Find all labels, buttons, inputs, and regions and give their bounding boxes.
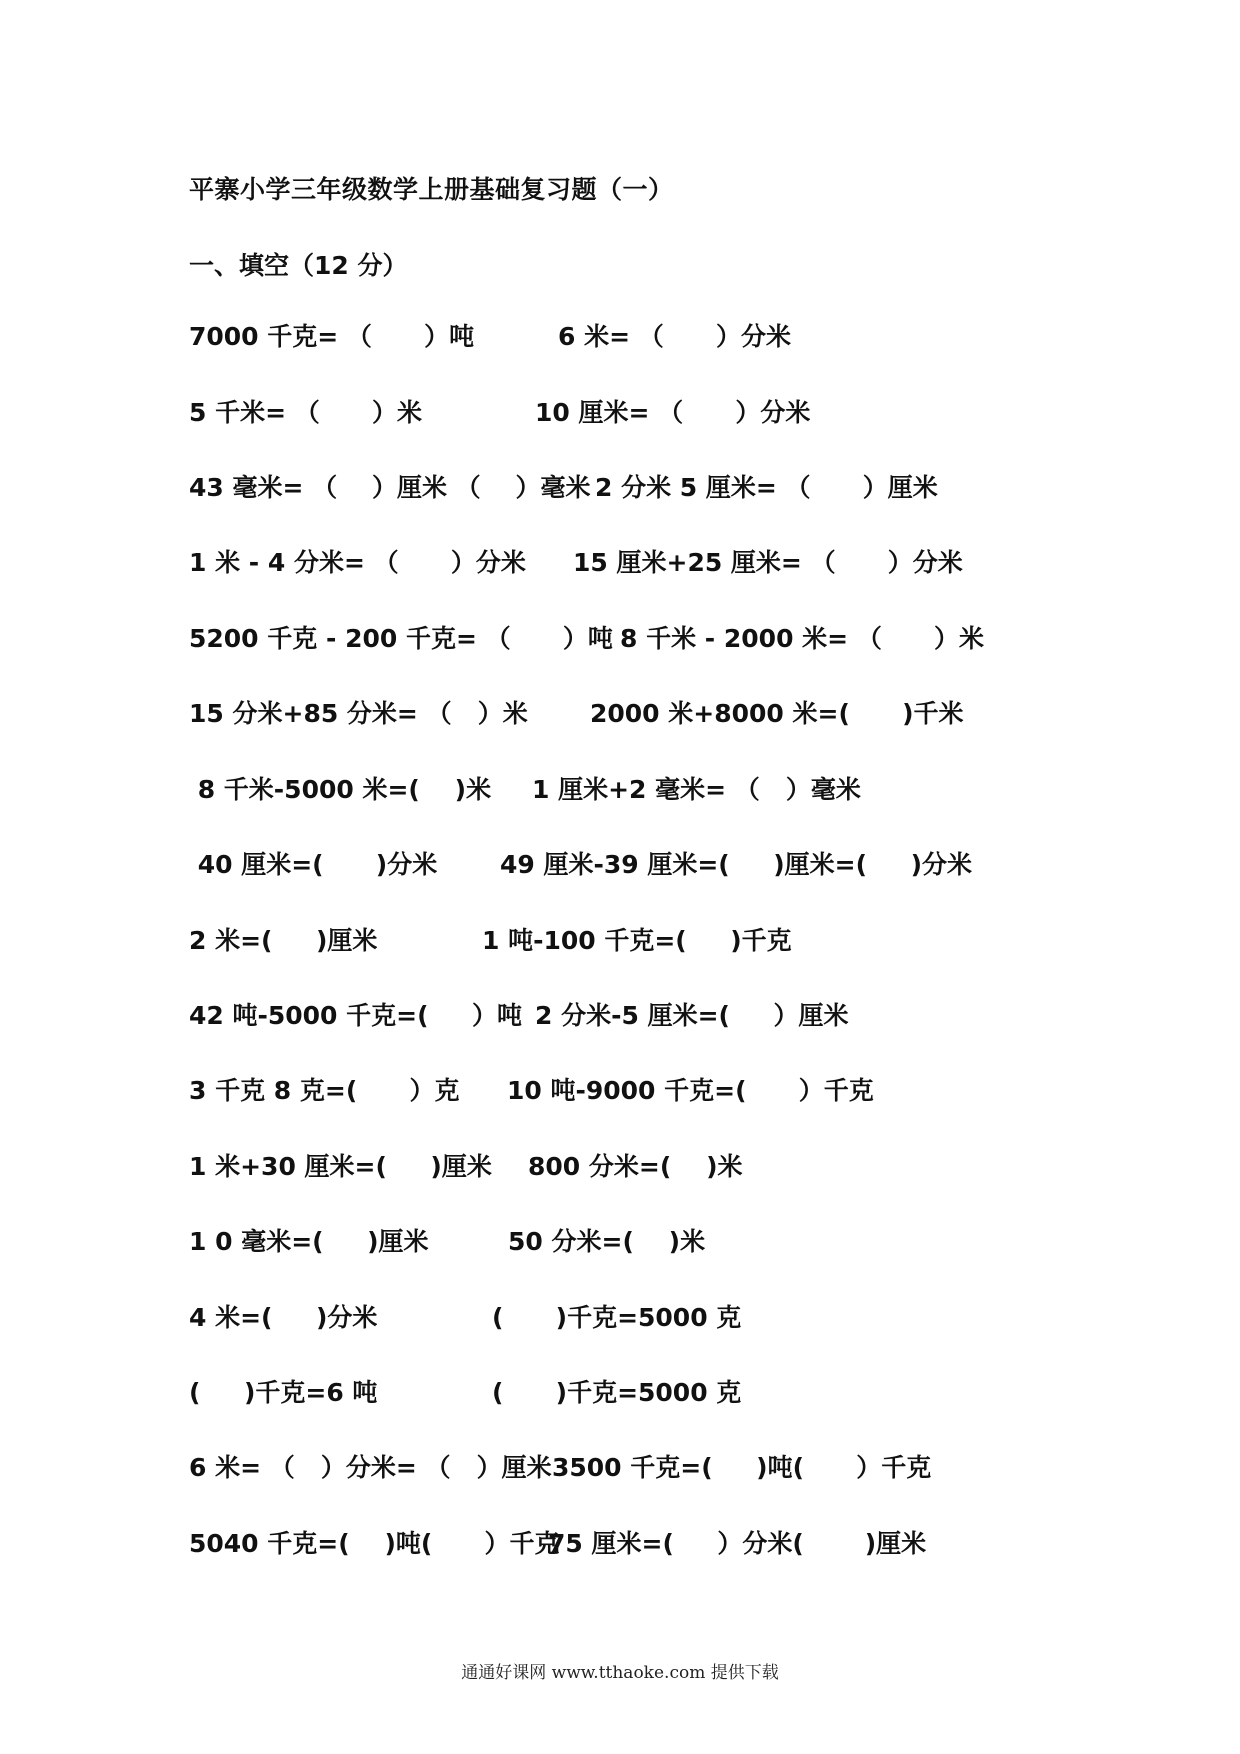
exercise-row	[0, 924, 1240, 958]
exercise-right: ( )千克=5000 克	[492, 1378, 742, 1407]
exercise-row	[0, 1527, 1240, 1561]
exercise-left: 1 米+30 厘米=( )厘米	[189, 1152, 492, 1181]
exercise-left: 15 分米+85 分米= （ ）米	[189, 699, 528, 728]
exercise-right: 50 分米=( )米	[508, 1227, 706, 1256]
exercise-right: 49 厘米-39 厘米=( )厘米=( )分米	[500, 850, 972, 879]
exercise-left: 5040 千克=( )吨( ）千克	[189, 1529, 560, 1558]
exercise-right: 1 厘米+2 毫米= （ ）毫米	[532, 775, 861, 804]
exercise-row	[0, 773, 1240, 807]
exercise-row	[0, 1376, 1240, 1410]
exercise-right: ( )千克=5000 克	[492, 1303, 742, 1332]
exercise-right: 10 厘米= （ ）分米	[535, 398, 811, 427]
exercise-left: 5 千米= （ ）米	[189, 398, 422, 427]
exercise-right: 15 厘米+25 厘米= （ ）分米	[573, 548, 963, 577]
exercise-right: 6 米= （ ）分米	[558, 322, 791, 351]
exercise-left: 6 米= （ ）分米= （ ）厘米	[189, 1453, 552, 1482]
exercise-row	[0, 1301, 1240, 1335]
exercise-left: 8 千米-5000 米=( )米	[189, 775, 492, 804]
exercise-left: 1 0 毫米=( )厘米	[189, 1227, 429, 1256]
exercise-row	[0, 999, 1240, 1033]
exercise-row	[0, 1225, 1240, 1259]
exercise-right: 10 吨-9000 千克=( ）千克	[507, 1076, 874, 1105]
exercise-left: 5200 千克 - 200 千克= （ ）吨	[189, 624, 613, 653]
exercise-left: 1 米 - 4 分米= （ ）分米	[189, 548, 526, 577]
exercise-left: 3 千克 8 克=( ）克	[189, 1076, 460, 1105]
footer-credit: 通通好课网 www.tthaoke.com 提供下载	[461, 1663, 779, 1683]
exercise-row	[0, 546, 1240, 580]
exercise-left: ( )千克=6 吨	[189, 1378, 378, 1407]
exercise-row	[0, 1074, 1240, 1108]
exercise-left: 2 米=( )厘米	[189, 926, 378, 955]
exercise-row	[0, 1451, 1240, 1485]
exercise-row	[0, 697, 1240, 731]
exercise-right: 8 千米 - 2000 米= （ ）米	[620, 624, 985, 653]
exercise-row	[0, 396, 1240, 430]
exercise-left: 42 吨-5000 千克=( ）吨	[189, 1001, 523, 1030]
exercise-right: 3500 千克=( )吨( ）千克	[552, 1453, 932, 1482]
page-title: 平寨小学三年级数学上册基础复习题（一）	[189, 175, 674, 204]
exercise-row	[0, 471, 1240, 505]
exercise-left: 43 毫米= （ ）厘米 （ ）毫米	[189, 473, 591, 502]
exercise-right: 75 厘米=( ）分米( )厘米	[548, 1529, 927, 1558]
section-heading: 一、填空（12 分）	[189, 251, 408, 280]
exercise-row	[0, 1150, 1240, 1184]
exercise-right: 2 分米 5 厘米= （ ）厘米	[595, 473, 938, 502]
exercise-right: 2000 米+8000 米=( )千米	[590, 699, 964, 728]
exercise-left: 4 米=( )分米	[189, 1303, 378, 1332]
exercise-right: 1 吨-100 千克=( )千克	[482, 926, 792, 955]
exercise-row	[0, 848, 1240, 882]
exercise-right: 2 分米-5 厘米=( ）厘米	[535, 1001, 849, 1030]
exercise-row	[0, 622, 1240, 656]
exercise-right: 800 分米=( )米	[528, 1152, 743, 1181]
exercise-left: 40 厘米=( )分米	[189, 850, 438, 879]
exercise-row	[0, 320, 1240, 354]
exercise-left: 7000 千克= （ ）吨	[189, 322, 475, 351]
